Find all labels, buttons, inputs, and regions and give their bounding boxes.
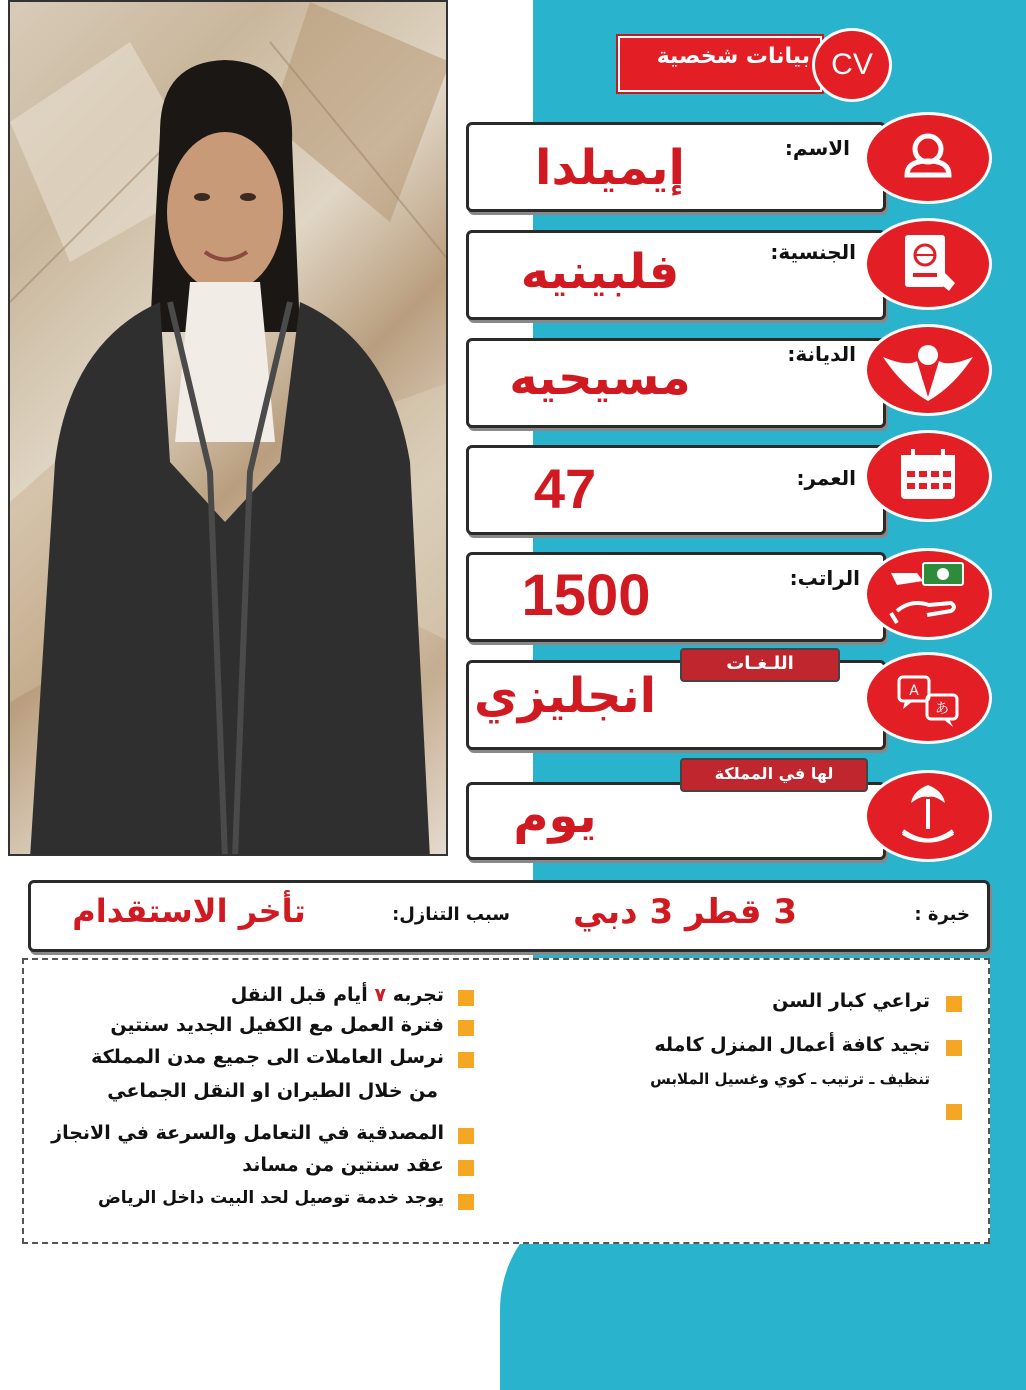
reason-value: تأخر الاستقدام (72, 892, 306, 930)
bullet-square (946, 1040, 962, 1056)
cv-badge: CV (812, 28, 892, 102)
religion-label: الديانة: (787, 342, 856, 366)
note-right-3: تنظيف ـ ترتيب ـ كوي وغسيل الملابس (650, 1070, 930, 1088)
nationality-label: الجنسية: (770, 240, 856, 264)
nationality-value: فلبينيه (520, 244, 680, 300)
passport-icon (864, 218, 992, 310)
note-left-7: يوجد خدمة توصيل لحد البيت داخل الرياض (97, 1188, 444, 1208)
profile-photo (8, 0, 448, 856)
religion-icon (864, 324, 992, 416)
header-title: بيانات شخصية (656, 44, 810, 69)
languages-value: انجليزي (473, 668, 657, 724)
in-kingdom-label: لها في المملكة (680, 758, 868, 792)
salary-value: 1500 (521, 563, 651, 628)
experience-value: 3 قطر 3 دبي (572, 892, 797, 932)
name-value: إيميلدا (534, 140, 686, 196)
salary-label: الراتب: (789, 566, 860, 590)
in-kingdom-value: يوم (513, 788, 597, 844)
saudi-emblem-icon (864, 770, 992, 862)
languages-label: اللـغـات (680, 648, 840, 682)
bullet-square (458, 1194, 474, 1210)
age-value: 47 (533, 457, 597, 520)
note-left-2: فترة العمل مع الكفيل الجديد سنتين (110, 1014, 444, 1036)
bullet-square (458, 1160, 474, 1176)
experience-label: خبرة : (914, 904, 970, 925)
note-left-1: تجربه ٧ أيام قبل النقل (230, 984, 444, 1006)
svg-text:A: A (909, 683, 919, 699)
person-icon (864, 112, 992, 204)
note-left-3: نرسل العاملات الى جميع مدن المملكة (91, 1046, 444, 1068)
calendar-icon (864, 430, 992, 522)
note-left-5: المصدقية في التعامل والسرعة في الانجاز (51, 1122, 444, 1144)
age-label: العمر: (796, 466, 856, 490)
bullet-square (458, 990, 474, 1006)
note-left-6: عقد سنتين من مساند (242, 1154, 444, 1176)
translate-icon (864, 652, 992, 744)
svg-text:あ: あ (935, 701, 949, 717)
note-right-2: تجيد كافة أعمال المنزل كامله (654, 1034, 930, 1056)
name-label: الاسم: (784, 136, 850, 160)
note-right-1: تراعي كبار السن (772, 990, 930, 1012)
bullet-square (946, 996, 962, 1012)
bullet-square (946, 1104, 962, 1120)
note-left-4: من خلال الطيران او النقل الجماعي (107, 1080, 438, 1102)
bullet-square (458, 1128, 474, 1144)
bullet-square (458, 1020, 474, 1036)
religion-value: مسيحيه (509, 350, 691, 406)
reason-label: سبب التنازل: (392, 904, 510, 925)
money-icon (864, 548, 992, 640)
bullet-square (458, 1052, 474, 1068)
